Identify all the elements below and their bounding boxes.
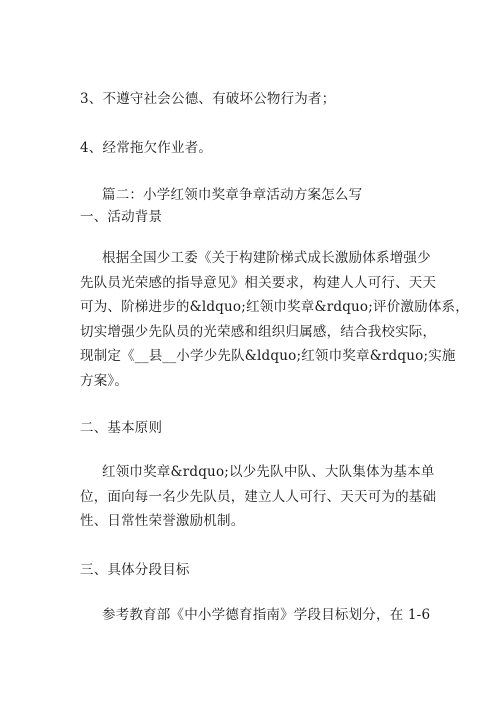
section-paragraph-principles <box>80 460 437 534</box>
section-paragraph-background <box>80 246 469 394</box>
paragraph-line: 红领巾奖章&rdquo;以少先队中队、大队集体为基本单 <box>102 464 435 480</box>
paragraph-line: 位，面向每一名少先队员，建立人人可行、天天可为的基础 <box>80 488 437 505</box>
article-title: 篇二：小学红领巾奖章争章活动方案怎么写 <box>102 187 363 203</box>
section-paragraph-goals <box>80 603 430 628</box>
paragraph-line: 参考教育部《中小学德育指南》学段目标划分，在 1-6 <box>102 607 431 623</box>
paragraph-line: 先队员光荣感的指导意见》相关要求，构建人人可行、天天 <box>80 274 437 291</box>
paragraph-line: 切实增强少先队员的光荣感和组织归属感，结合我校实际， <box>80 323 437 340</box>
section-heading-background: 一、活动背景 <box>80 209 163 225</box>
list-item-3: 3、不遵守社会公德、有破坏公物行为者； <box>80 91 336 107</box>
paragraph-line: 性、日常性荣誉激励机制。 <box>80 513 245 530</box>
paragraph-line: 根据全国少工委《关于构建阶梯式成长激励体系增强少 <box>102 250 431 266</box>
paragraph-line: 方案》。 <box>80 372 129 389</box>
paragraph-line: 可为、阶梯进步的&ldquo;红领巾奖章&rdquo;评价激励体系， <box>80 299 469 316</box>
section-heading-goals: 三、具体分段目标 <box>80 562 190 578</box>
section-heading-principles: 二、基本原则 <box>80 420 163 436</box>
paragraph-line: 现制定《__县__小学少先队&ldquo;红领巾奖章&rdquo;实施 <box>80 348 456 365</box>
list-item-4: 4、经常拖欠作业者。 <box>80 140 213 156</box>
